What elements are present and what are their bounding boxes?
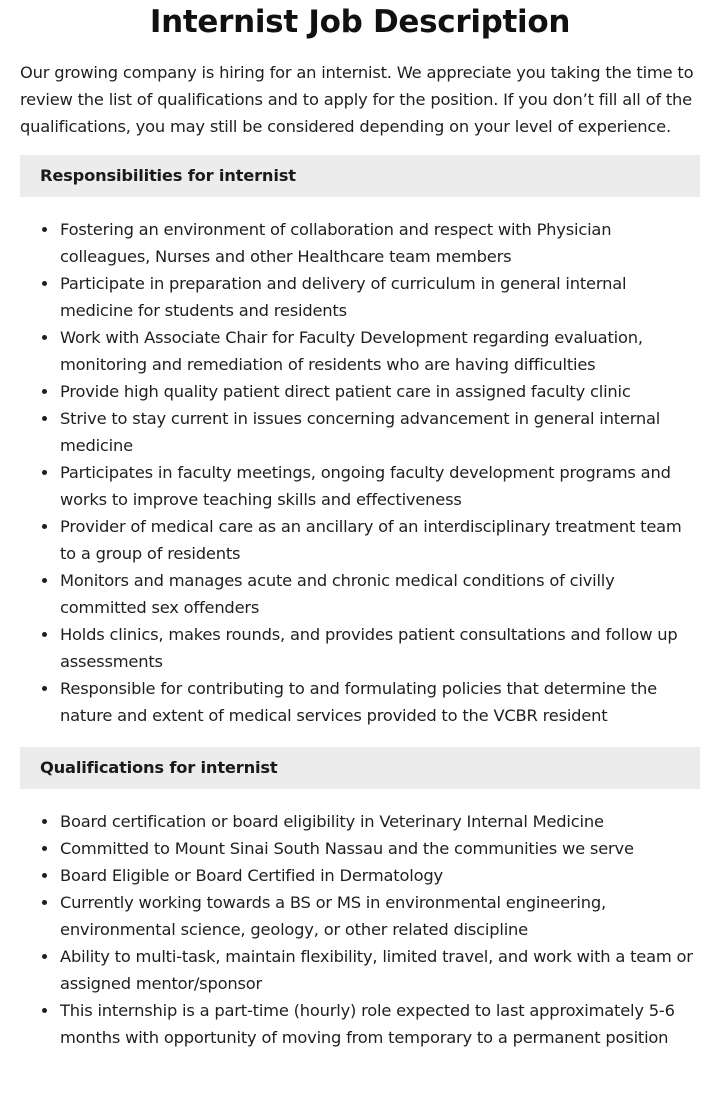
list-item-text: Currently working towards a BS or MS in environmental engineering, environmental science, geology, or other related discipline (60, 893, 606, 939)
bullet-icon (42, 389, 47, 394)
qualifications-heading: Qualifications for internist (20, 747, 700, 789)
list-item-text: Ability to multi-task, maintain flexibility, limited travel, and work with a team or assigned mentor/sponsor (60, 947, 693, 993)
list-item-text: Strive to stay current in issues concerning advancement in general internal medicine (60, 409, 661, 455)
list-item (60, 862, 700, 889)
list-item (60, 567, 700, 621)
bullet-icon (42, 819, 47, 824)
bullet-icon (42, 686, 47, 691)
bullet-icon (42, 1008, 47, 1013)
intro-paragraph: Our growing company is hiring for an internist. We appreciate you taking the time to review the list of qualifications and to apply for the position. If you don’t fill all of the qualifications, you may still be considered depending on your level of experience. (20, 63, 694, 136)
bullet-icon (42, 954, 47, 959)
responsibilities-heading: Responsibilities for internist (20, 155, 700, 197)
list-item-text: Responsible for contributing to and formulating policies that determine the nature and extent of medical services provided to the VCBR resident (60, 679, 657, 725)
list-item-text: Board certification or board eligibility in Veterinary Internal Medicine (60, 812, 604, 831)
list-item (60, 808, 700, 835)
list-item-text: Fostering an environment of collaboration and respect with Physician colleagues, Nurses and other Healthcare team members (60, 220, 612, 266)
list-item-text: Monitors and manages acute and chronic medical conditions of civilly committed sex offenders (60, 571, 615, 617)
bullet-icon (42, 524, 47, 529)
list-item (60, 459, 700, 513)
list-item-text: Board Eligible or Board Certified in Dermatology (60, 866, 443, 885)
list-item-text: This internship is a part-time (hourly) role expected to last approximately 5-6 months with opportunity of moving from temporary to a permanent position (60, 1001, 675, 1047)
page-title: Internist Job Description (149, 4, 571, 40)
list-item (60, 270, 700, 324)
bullet-icon (42, 281, 47, 286)
bullet-icon (42, 227, 47, 232)
bullet-icon (42, 470, 47, 475)
qualifications-list (20, 808, 700, 1051)
list-item-text: Work with Associate Chair for Faculty Development regarding evaluation, monitoring and remediation of residents who are having difficulties (60, 328, 643, 374)
list-item (60, 324, 700, 378)
list-item (60, 997, 700, 1051)
bullet-icon (42, 578, 47, 583)
bullet-icon (42, 632, 47, 637)
bullet-icon (42, 335, 47, 340)
list-item (60, 378, 700, 405)
list-item-text: Participate in preparation and delivery of curriculum in general internal medicine for students and residents (60, 274, 627, 320)
responsibilities-list (20, 216, 700, 729)
bullet-icon (42, 416, 47, 421)
bullet-icon (42, 873, 47, 878)
list-item-text: Provide high quality patient direct patient care in assigned faculty clinic (60, 382, 631, 401)
list-item (60, 513, 700, 567)
list-item (60, 889, 700, 943)
list-item (60, 621, 700, 675)
list-item (60, 216, 700, 270)
list-item (60, 943, 700, 997)
list-item (60, 405, 700, 459)
list-item-text: Provider of medical care as an ancillary of an interdisciplinary treatment team to a group of residents (60, 517, 682, 563)
bullet-icon (42, 900, 47, 905)
list-item (60, 675, 700, 729)
list-item-text: Holds clinics, makes rounds, and provides patient consultations and follow up assessments (60, 625, 678, 671)
list-item-text: Participates in faculty meetings, ongoing faculty development programs and works to improve teaching skills and effectiveness (60, 463, 671, 509)
list-item-text: Committed to Mount Sinai South Nassau and the communities we serve (60, 839, 634, 858)
bullet-icon (42, 846, 47, 851)
list-item (60, 835, 700, 862)
